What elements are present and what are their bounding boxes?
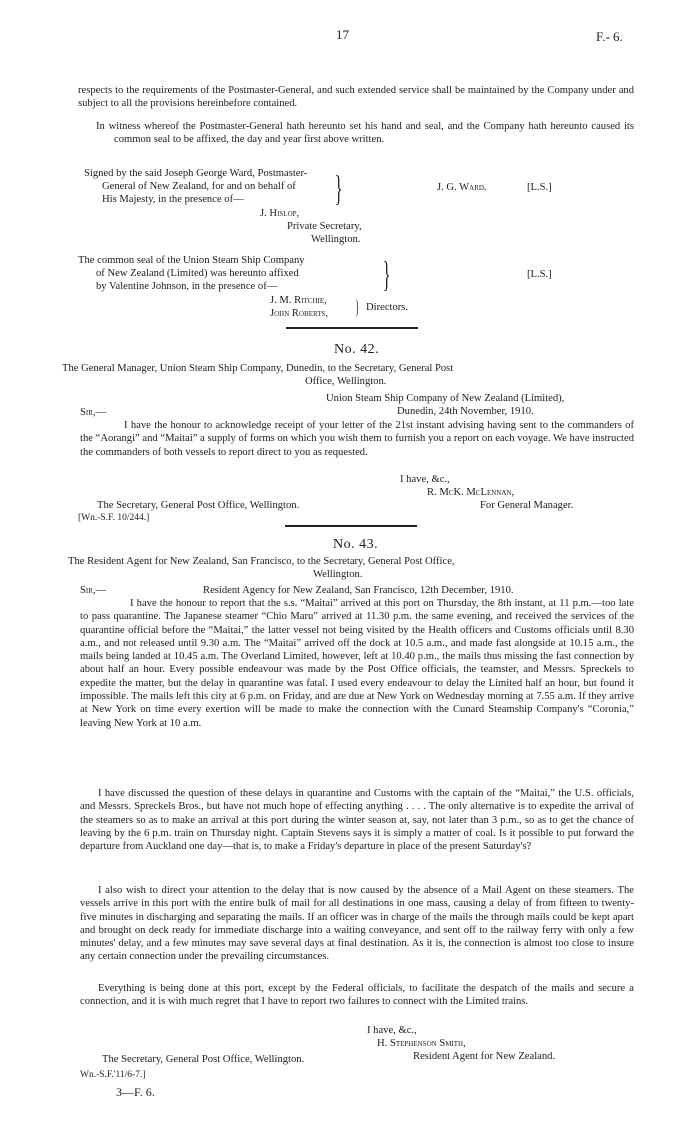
letter-43-signer-title: Resident Agent for New Zealand. [413,1051,556,1062]
letter-42-signer-title: For General Manager. [480,500,574,511]
seal-line-2: of New Zealand (Limited) was hereunto affixed [96,268,299,279]
letter-42-salutation: Sir,— [80,407,107,418]
seal-mark-2: [L.S.] [527,269,552,280]
letter-43-salutation: Sir,— [80,585,107,596]
letter-42-heading-line-2: Office, Wellington. [305,376,387,387]
letter-43-heading-line-1: The Resident Agent for New Zealand, San Francisco, to the Secretary, General Post Office, [68,556,455,567]
letter-43-closing: I have, &c., [367,1025,417,1036]
seal-brace: } [382,254,391,294]
page-number: 17 [336,27,349,42]
witness-title: Private Secretary, [287,221,362,232]
seal-line-1: The common seal of the Union Steam Ship Company [78,255,305,266]
letter-42-addressee: The Secretary, General Post Office, Wellington. [97,500,300,511]
letter-42-reference: [Wn.-S.F. 10/244.] [78,513,150,523]
section-divider [286,327,418,329]
witness-place: Wellington. [311,234,361,245]
director-1: J. M. Ritchie, [270,295,327,306]
letter-43-number: No. 43. [333,537,379,552]
letter-43-reference: Wn.-S.F.'11/6-7.] [80,1070,146,1080]
letter-43-signer: H. Stephenson Smith, [377,1038,466,1049]
letter-42-address-line-1: Union Steam Ship Company of New Zealand (Limited), [326,393,565,404]
letter-43-paragraph-4: Everything is being done at this port, except by the Federal officials, to facilitate the despatch of the mails and secure a connection, and it is with much regret that I have to report two failures to connect with the Limited trains. [80,983,634,1008]
letter-42-address-line-2: Dunedin, 24th November, 1910. [397,406,534,417]
letter-43-addressee: The Secretary, General Post Office, Wellington. [102,1054,305,1065]
letter-divider [285,525,417,527]
signature-brace: } [334,168,343,208]
letter-42-body: I have the honour to acknowledge receipt of your letter of the 21st instant advising having sent to the commanders of the “Aorangi” and “Maitai” a supply of forms on which you wish them to furnish you a report on each voyage. We have instructed the commanders of both vessels to report direct to you as requested. [80,420,634,458]
signed-by-line-2: General of New Zealand, for and on behalf of [102,181,296,192]
directors-brace: } [355,297,360,317]
letter-43-paragraph-3: I also wish to direct your attention to the delay that is now caused by the absence of a Mail Agent on these steamers. The vessels arrive in this port with the entire bulk of mail for all destinations in one mass, causing a delay of from fifteen to twenty-five minutes in discharging and separating the mails. If an officer was in charge of the mails the through mails could be kept apart and brought on deck ready for immediate discharge into a waiting conveyance, and sent off to the railway ferry with only a few minutes' delay, and a few minutes may save several days at final destination. As it is, the connection is almost too close to insure any certain connection under the prevailing circumstances. [80,885,634,963]
letter-42-closing: I have, &c., [400,474,450,485]
series-mark: F.- 6. [596,29,623,44]
seal-mark-1: [L.S.] [527,182,552,193]
contract-paragraph-1: respects to the requirements of the Postmaster-General, and such extended service shall be maintained by the Company under and subject to all the provisions hereinbefore contained. [78,85,634,110]
letter-43-paragraph-2: I have discussed the question of these delays in quarantine and Customs with the captain of the “Maitai,” the U.S. officials, and Messrs. Spreckels Bros., but have not much hope of effecting anything . . . . The only alternative is to expedite the arrival of the steamers so as to make an arrival at this port during the winter season at, say, not later than 3 p.m., so as to get the chance of leaving by the 6 p.m. train on Thursday night. Captain Stevens says it is simply a matter of coal. Is it possible to put forward the departure from Auckland one day—that is, to make a Friday's departure in place of the present Saturday's? [80,788,634,853]
letter-43-paragraph-1: I have the honour to report that the s.s. “Maitai” arrived at this port on Thursday, the 8th instant, at 11 p.m.—too late to pass quarantine. The Japanese steamer “Chio Maru” arrived at 11.30 p.m. the same evening, and received the services of the quarantine official before the “Maitai,” the latter vessel not being visited by the Health officers and Customs officials until 8.30 a.m., and not released until 9.30 a.m. The “Maitai” arrived off the dock at 10.5 a.m., and made fast alongside at 10.15 a.m., the mails being landed at 10.45 a.m. The Overland Limited, however, left at 10.40 p.m., the mails thus missing the fast connection by about half an hour. Every possible endeavour was made by the Post Office officials, the teamster, and Messrs. Spreckels to expedite the matter, but the delay in quarantine was fatal. I used every endeavour to delay the Limited half an hour, but found it impossible. The mails left this city at 6 p.m. on Friday, and are due at New York on Wednesday morning at 7.55 a.m. If they arrive at New York on time every exertion will be made to make the connection with the Cunard Steamship Company's “Coronia,” leaving New York at 10 a.m. [80,598,634,729]
contract-paragraph-2: In witness whereof the Postmaster-General hath hereunto set his hand and seal, and the Company hath hereunto caused its common seal to be affixed, the day and year first above written. [96,121,634,146]
signed-by-line-1: Signed by the said Joseph George Ward, Postmaster- [84,168,308,179]
letter-43-heading-line-2: Wellington. [313,569,363,580]
directors-label: Directors. [366,302,409,313]
letter-43-address: Resident Agency for New Zealand, San Francisco, 12th December, 1910. [203,585,514,596]
letter-42-heading-line-1: The General Manager, Union Steam Ship Company, Dunedin, to the Secretary, General Post [62,363,454,374]
seal-line-3: by Valentine Johnson, in the presence of— [96,281,278,292]
letter-42-number: No. 42. [334,342,380,357]
footer-mark: 3—F. 6. [116,1085,155,1099]
signed-by-line-3: His Majesty, in the presence of— [102,194,244,205]
signatory-name: J. G. Ward. [437,182,487,193]
witness-name: J. Hislop, [260,208,300,219]
letter-42-signer: R. McK. McLennan, [427,487,515,498]
director-2: John Roberts, [270,308,329,319]
